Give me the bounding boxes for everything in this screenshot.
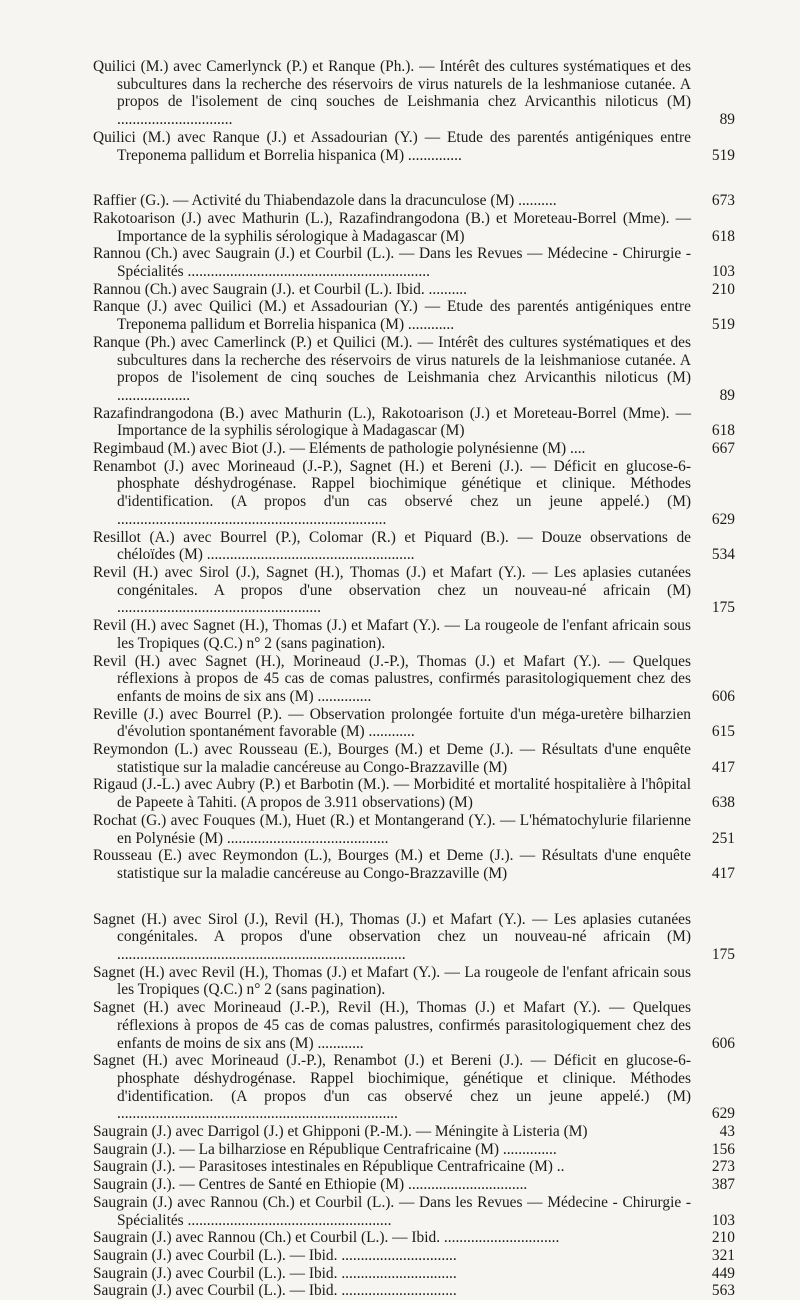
page-number: 618 [711, 227, 735, 245]
page-number: 43 [719, 1123, 735, 1141]
index-entry [93, 776, 735, 812]
entry-text: Renambot (J.) avec Morineaud (J.-P.), Sagnet (H.) et Bereni (J.). — Déficit en glucose-6-phosphate déshydrogénase. Rappel biochimique génétique et clinique. Méthodes d'identification. (A propos d'un cas observé chez un jeune appelé.) (M) ...................................................................... [93, 457, 691, 528]
page-number: 606 [711, 1034, 735, 1052]
page-number: 89 [719, 386, 735, 404]
entry-text: Quilici (M.) avec Ranque (J.) et Assadourian (Y.) — Etude des parentés antigéniques entre Treponema pallidum et Borrelia hispanica (M) .............. [93, 128, 691, 164]
entry-text: Quilici (M.) avec Camerlynck (P.) et Ranque (Ph.). — Intérêt des cultures systématiques et des subcultures dans la recherche des réservoirs de virus naturels de la leshmaniose cutanée. A propos de l'isolement de cinq souches de Leishmania chez Arvicanthis niloticus (M) .............................. [93, 58, 691, 129]
index-entry [93, 999, 735, 1052]
entry-text: Sagnet (H.) avec Morineaud (J.-P.), Renambot (J.) et Bereni (J.). — Déficit en glucose-6-phosphate déshydrogénase. Rappel biochimique, génétique et clinique. Méthodes d'identification. (A propos d'un cas observé chez un jeune appelé.) (M) ......................................................................... [93, 1052, 691, 1123]
index-entry [93, 333, 735, 405]
index-entry [93, 1140, 735, 1159]
index-entry [93, 563, 735, 617]
page-number: 417 [711, 864, 735, 882]
entry-text: Saugrain (J.) avec Courbil (L.). — Ibid. .............................. [93, 1247, 457, 1264]
entry-text: Revil (H.) avec Sagnet (H.), Morineaud (J.-P.), Thomas (J.) et Mafart (Y.). — Quelques réflexions à propos de 45 cas de comas palustres, confirmés parasitologiquement chez des enfants de moins de six ans (M) .............. [93, 652, 691, 705]
index-entry [93, 847, 735, 882]
page-number: 273 [711, 1158, 735, 1176]
index-entry [93, 245, 735, 281]
entry-text: Saugrain (J.). — La bilharziose en République Centrafricaine (M) .............. [93, 1140, 557, 1158]
page-number: 210 [711, 280, 735, 298]
entry-text: Revil (H.) avec Sagnet (H.), Thomas (J.) et Mafart (Y.). — La rougeole de l'enfant africain sous les Tropiques (Q.C.) n° 2 (sans pagination). [93, 617, 691, 652]
letter-group [93, 192, 735, 882]
page-number: 89 [719, 111, 735, 129]
page-number: 638 [711, 794, 735, 812]
index-entry [93, 1264, 735, 1283]
page-number: 175 [711, 599, 735, 617]
entry-text: Ranque (J.) avec Quilici (M.) et Assadourian (Y.) — Etude des parentés antigéniques entre Treponema pallidum et Borrelia hispanica (M) ............ [93, 298, 691, 334]
index-entry [93, 1247, 735, 1265]
page-number: 321 [711, 1247, 735, 1264]
page-number: 519 [711, 146, 735, 164]
entry-text: Saugrain (J.) avec Rannou (Ch.) et Courbil (L.). — Ibid. .............................. [93, 1229, 560, 1247]
index-entries [93, 58, 735, 1300]
page-number: 175 [711, 946, 735, 964]
entry-text: Razafindrangodona (B.) avec Mathurin (L.), Rakotoarison (J.) et Moreteau-Borrel (Mme). — Importance de la syphilis sérologique à Madagascar (M) [93, 404, 691, 440]
entry-text: Sagnet (H.) avec Sirol (J.), Revil (H.), Thomas (J.) et Mafart (Y.). — Les aplasies cutanées congénitales. A propos d'une observation chez un nouveau-né africain (M) ........................................................................... [93, 910, 691, 964]
entry-text: Rochat (G.) avec Fouques (M.), Huet (R.) et Montangerand (Y.). — L'hématochylurie filarienne en Polynésie (M) .......................................... [93, 811, 691, 847]
page-number: 534 [711, 546, 735, 564]
index-entry [93, 298, 735, 334]
index-entry [93, 1176, 735, 1194]
entry-text: Rakotoarison (J.) avec Mathurin (L.), Razafindrangodona (B.) et Moreteau-Borrel (Mme). — Importance de la syphilis sérologique à Madagascar (M) [93, 209, 691, 245]
entry-text: Regimbaud (M.) avec Biot (J.). — Eléments de pathologie polynésienne (M) .... [93, 440, 586, 458]
index-entry [93, 617, 713, 652]
entry-text: Ranque (Ph.) avec Camerlinck (P.) et Quilici (M.). — Intérêt des cultures systématiques et des subcultures dans la recherche des réservoirs de virus naturels de la leishmaniose cutanée. A propos de l'isolement de cinq souches de Leishmania chez Arvicanthis niloticus (M) ................... [93, 333, 691, 404]
page-number: 210 [711, 1229, 735, 1247]
entry-text: Rannou (Ch.) avec Saugrain (J.) et Courbil (L.). — Dans les Revues — Médecine - Chirurgie - Spécialités ............................................................... [93, 245, 691, 281]
entry-text: Rannou (Ch.) avec Saugrain (J.). et Courbil (L.). Ibid. .......... [93, 280, 467, 298]
entry-text: Resillot (A.) avec Bourrel (P.), Colomar (R.) et Piquard (B.). — Douze observations de chéloïdes (M) ...................................................... [93, 528, 691, 564]
entry-text: Saugrain (J.) avec Courbil (L.). — Ibid. .............................. [93, 1282, 457, 1300]
entry-text: Rousseau (E.) avec Reymondon (L.), Bourges (M.) et Deme (J.). — Résultats d'une enquête statistique sur la maladie cancéreuse au Congo-Brazzaville (M) [93, 847, 691, 882]
entry-text: Saugrain (J.) avec Courbil (L.). — Ibid. .............................. [93, 1264, 457, 1282]
index-entry [93, 1229, 735, 1247]
entry-text: Rigaud (J.-L.) avec Aubry (P.) et Barbotin (M.). — Morbidité et mortalité hospitalière à l'hôpital de Papeete à Tahiti. (A propos de 3.911 observations) (M) [93, 776, 691, 812]
entry-text: Raffier (G.). — Activité du Thiabendazole dans la dracunculose (M) .......... [93, 192, 557, 210]
page-number: 449 [711, 1264, 735, 1282]
index-entry [93, 705, 735, 741]
index-entry [93, 1158, 735, 1176]
index-entry [93, 440, 735, 458]
index-entry [93, 192, 735, 210]
index-entry [93, 58, 735, 129]
page-number: 156 [711, 1140, 735, 1158]
page-number: 103 [711, 263, 735, 281]
index-entry [93, 1282, 735, 1300]
index-entry [93, 741, 735, 776]
page-number: 618 [711, 422, 735, 440]
page-number: 629 [711, 1105, 735, 1123]
index-entry [93, 652, 735, 706]
page-number: 673 [711, 192, 735, 210]
index-entry [93, 910, 735, 964]
page-number: 606 [711, 687, 735, 705]
index-entry [93, 1052, 735, 1123]
page-number: 417 [711, 758, 735, 776]
index-entry [93, 528, 735, 564]
index-entry [93, 280, 735, 299]
page-number: 615 [711, 723, 735, 741]
entry-text: Saugrain (J.). — Parasitoses intestinales en République Centrafricaine (M) .. [93, 1158, 565, 1176]
index-entry [93, 1123, 735, 1141]
index-entry [93, 209, 735, 245]
letter-group [93, 910, 735, 1300]
index-entry [93, 811, 735, 847]
entry-text: Revil (H.) avec Sirol (J.), Sagnet (H.), Thomas (J.) et Mafart (Y.). — Les aplasies cutanées congénitales. A propos d'une observation chez un nouveau-né africain (M) ..................................................... [93, 563, 691, 617]
index-entry [93, 457, 735, 529]
index-entry [93, 128, 735, 164]
entry-text: Saugrain (J.) avec Darrigol (J.) et Ghipponi (P.-M.). — Méningite à Listeria (M) [93, 1123, 588, 1141]
index-entry [93, 964, 713, 999]
index-entry [93, 1193, 735, 1229]
entry-text: Saugrain (J.) avec Rannou (Ch.) et Courbil (L.). — Dans les Revues — Médecine - Chirurgie - Spécialités ..................................................... [93, 1193, 691, 1229]
page-number: 519 [711, 316, 735, 334]
page-number: 563 [711, 1282, 735, 1300]
page-number: 667 [711, 440, 735, 458]
entry-text: Sagnet (H.) avec Morineaud (J.-P.), Revil (H.), Thomas (J.) et Mafart (Y.). — Quelques réflexions à propos de 45 cas de comas palustres, confirmés parasitologiquement chez des enfants de moins de six ans (M) ............ [93, 999, 691, 1052]
entry-text: Reville (J.) avec Bourrel (P.). — Observation prolongée fortuite d'un méga-uretère bilharzien d'évolution spontanément favorable (M) ............ [93, 705, 691, 741]
entry-text: Sagnet (H.) avec Revil (H.), Thomas (J.) et Mafart (Y.). — La rougeole de l'enfant africain sous les Tropiques (Q.C.) n° 2 (sans pagination). [93, 963, 691, 999]
letter-group [93, 58, 735, 164]
page-number: 387 [711, 1176, 735, 1194]
entry-text: Reymondon (L.) avec Rousseau (E.), Bourges (M.) et Deme (J.). — Résultats d'une enquête statistique sur la maladie cancéreuse au Congo-Brazzaville (M) [93, 741, 691, 776]
entry-text: Saugrain (J.). — Centres de Santé en Ethiopie (M) ............................... [93, 1176, 528, 1194]
index-entry [93, 404, 735, 440]
page-number: 251 [711, 829, 735, 847]
page-number: 629 [711, 510, 735, 528]
page-number: 103 [711, 1211, 735, 1229]
